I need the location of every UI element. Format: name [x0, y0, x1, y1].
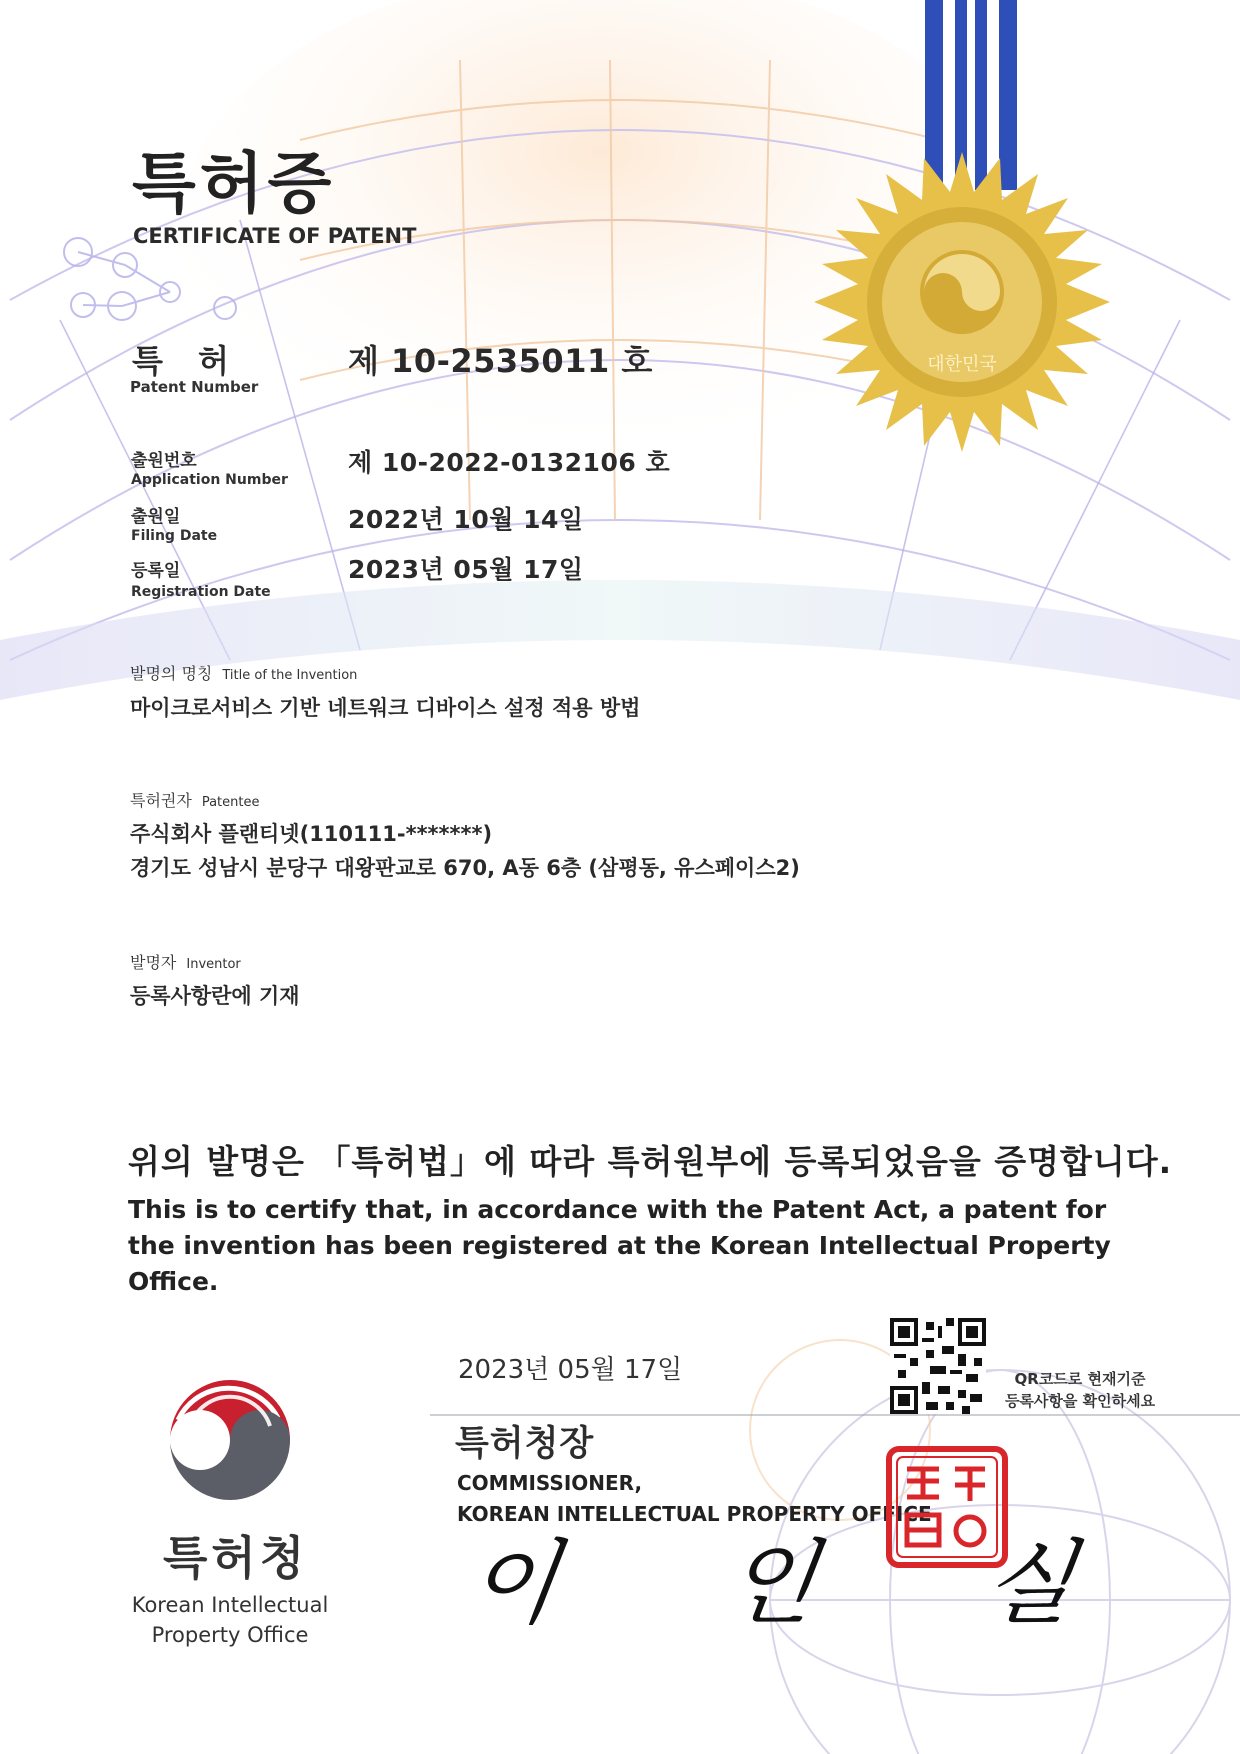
filing-date-label-en: Filing Date	[131, 528, 218, 544]
issue-date: 2023년 05월 17일	[458, 1355, 683, 1385]
kipo-logo	[160, 1370, 300, 1510]
application-number-label-en: Application Number	[131, 472, 288, 488]
qr-note-line1: QR코드로 현재기준	[1014, 1370, 1146, 1388]
patent-number-value: 제 10-2535011 호	[348, 342, 653, 380]
commissioner-title-ko: 특허청장	[455, 1424, 595, 1464]
filing-date-value: 2022년 10월 14일	[348, 505, 584, 534]
qr-note-line2: 등록사항을 확인하세요	[1004, 1392, 1156, 1410]
invention-title-value: 마이크로서비스 기반 네트워크 디바이스 설정 적용 방법	[130, 696, 641, 720]
application-number-label: 출원번호	[131, 451, 197, 471]
patentee-label-en: Patentee	[201, 795, 260, 810]
invention-title-label-en: Title of the Invention	[222, 668, 358, 683]
office-name-ko: 특허청	[163, 1531, 309, 1585]
application-number-value: 제 10-2022-0132106 호	[348, 448, 671, 477]
certification-text-en: This is to certify that, in accordance with the Patent Act, a patent for the invention has been registered at the Korean Intellectual Property Office.	[128, 1195, 1111, 1296]
patentee-address: 경기도 성남시 분당구 대왕판교로 670, A동 6층 (삼평동, 유스페이스2)	[130, 856, 800, 880]
inventor-label	[130, 950, 241, 973]
office-name-en	[120, 1590, 340, 1650]
patentee-name: 주식회사 플랜티넷(110111-*******)	[130, 822, 493, 846]
office-name-en-line2: Property Office	[151, 1623, 309, 1647]
registration-date-label-en: Registration Date	[131, 584, 271, 600]
patent-number-label-en: Patent Number	[130, 378, 259, 396]
inventor-value: 등록사항란에 기재	[130, 984, 300, 1008]
official-red-seal	[885, 1445, 1009, 1569]
gold-seal-text: 대한민국	[927, 354, 997, 375]
invention-title-label-ko: 발명의 명칭	[130, 664, 213, 683]
commissioner-signature: 이 인 실	[461, 1530, 1152, 1637]
certificate-title: 특허증	[132, 145, 336, 222]
certificate-subtitle: CERTIFICATE OF PATENT	[133, 224, 417, 248]
filing-date-label: 출원일	[131, 507, 181, 527]
inventor-label-en: Inventor	[186, 957, 241, 972]
patentee-label	[130, 788, 259, 811]
patent-number-label: 특 허	[132, 342, 241, 380]
qr-code[interactable]	[890, 1318, 986, 1414]
patentee-label-ko: 특허권자	[130, 791, 192, 810]
qr-note	[990, 1368, 1170, 1412]
certification-text-ko: 위의 발명은 「특허법」에 따라 특허원부에 등록되었음을 증명합니다.	[128, 1142, 1173, 1181]
registration-date-value: 2023년 05월 17일	[348, 555, 584, 584]
commissioner-title-en-line2: KOREAN INTELLECTUAL PROPERTY OFFICE	[457, 1502, 932, 1526]
invention-title-label	[130, 661, 357, 684]
inventor-label-ko: 발명자	[130, 953, 177, 972]
commissioner-title-en-line1: COMMISSIONER,	[457, 1471, 643, 1495]
gold-seal	[812, 152, 1112, 452]
office-name-en-line1: Korean Intellectual	[131, 1593, 329, 1617]
registration-date-label: 등록일	[131, 561, 181, 581]
